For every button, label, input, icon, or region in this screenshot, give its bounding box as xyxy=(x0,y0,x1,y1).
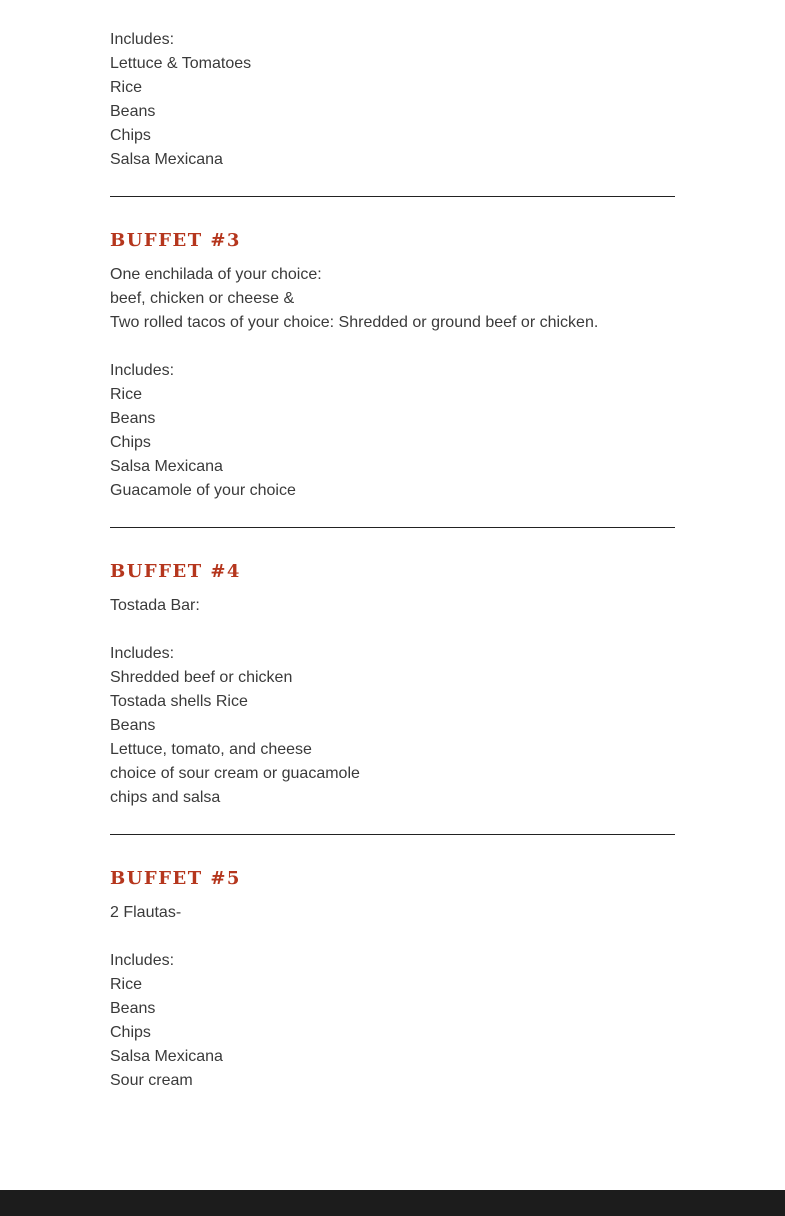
list-item: Tostada shells Rice xyxy=(110,693,248,710)
list-item: Lettuce, tomato, and cheese xyxy=(110,741,312,758)
description-line: beef, chicken or cheese & xyxy=(110,290,295,307)
list-item: choice of sour cream or guacamole xyxy=(110,765,360,782)
description-line: Two rolled tacos of your choice: Shredded or ground beef or chicken. xyxy=(110,314,599,331)
list-item: Chips xyxy=(110,127,151,144)
list-item: Beans xyxy=(110,410,156,427)
includes-label: Includes: xyxy=(110,952,175,969)
list-item: Rice xyxy=(110,79,143,96)
buffet-4-title: BUFFET #4 xyxy=(110,561,241,582)
includes-label: Includes: xyxy=(110,31,175,48)
buffet-5-title: BUFFET #5 xyxy=(110,868,241,889)
list-item: Shredded beef or chicken xyxy=(110,669,293,686)
buffet-4-section xyxy=(110,560,675,810)
list-item: Chips xyxy=(110,434,151,451)
page-footer xyxy=(0,1190,785,1216)
buffet-3-section xyxy=(110,229,675,503)
buffet-3-title: BUFFET #3 xyxy=(110,230,241,251)
buffet-5-section xyxy=(110,867,675,1093)
list-item: Beans xyxy=(110,717,156,734)
list-item: chips and salsa xyxy=(110,789,221,806)
list-item: Sour cream xyxy=(110,1072,193,1089)
list-item: Chips xyxy=(110,1024,151,1041)
list-item: Beans xyxy=(110,1000,156,1017)
list-item: Rice xyxy=(110,976,143,993)
buffet-2-section xyxy=(110,28,675,172)
list-item: Salsa Mexicana xyxy=(110,151,223,168)
includes-label: Includes: xyxy=(110,645,175,662)
list-item: Rice xyxy=(110,386,143,403)
includes-label: Includes: xyxy=(110,362,175,379)
list-item: Guacamole of your choice xyxy=(110,482,296,499)
list-item: Salsa Mexicana xyxy=(110,458,223,475)
list-item: Salsa Mexicana xyxy=(110,1048,223,1065)
description-line: Tostada Bar: xyxy=(110,597,200,614)
list-item: Lettuce & Tomatoes xyxy=(110,55,252,72)
list-item: Beans xyxy=(110,103,156,120)
menu-content xyxy=(110,28,675,1093)
description-line: 2 Flautas- xyxy=(110,904,182,921)
description-line: One enchilada of your choice: xyxy=(110,266,322,283)
